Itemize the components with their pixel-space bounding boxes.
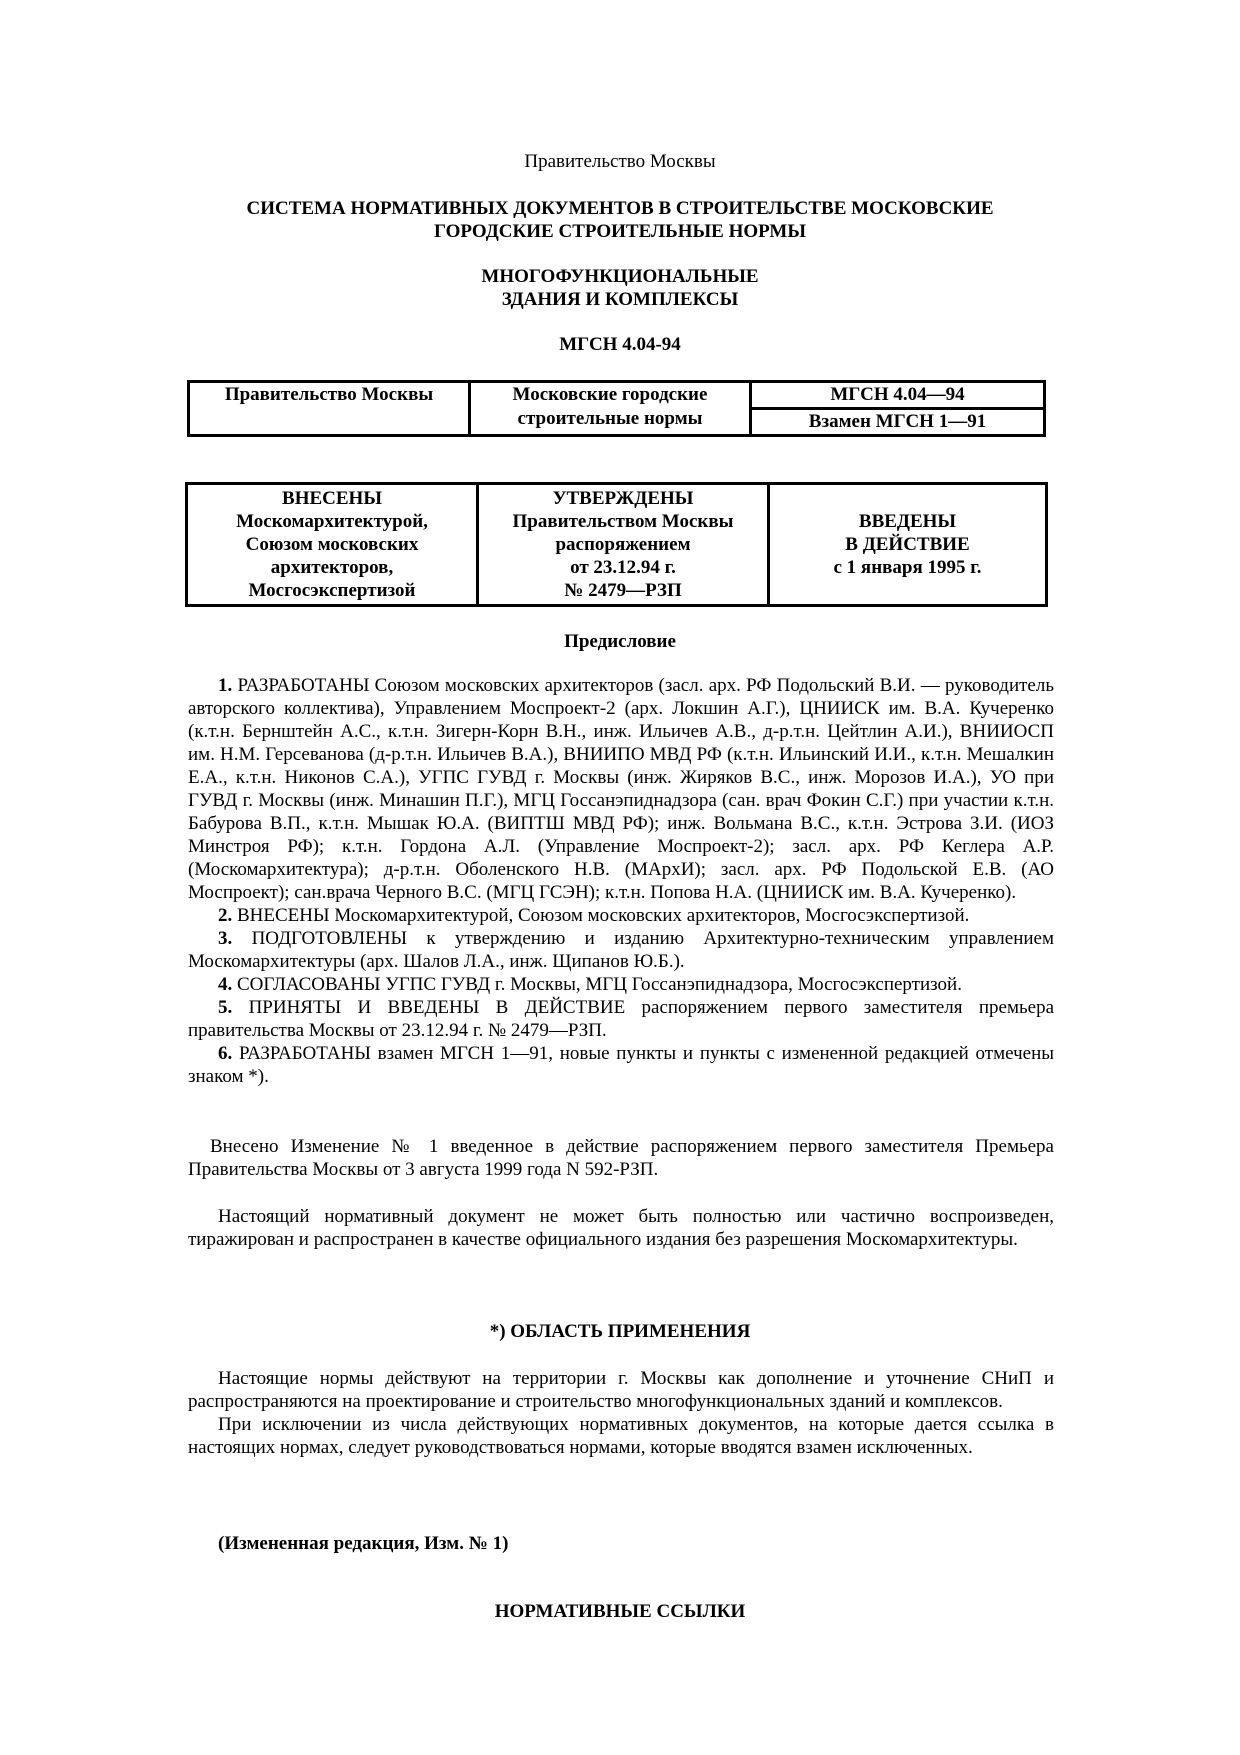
header-table-norms-line1: Московские городские	[512, 384, 708, 405]
preface-item-text: РАЗРАБОТАНЫ Союзом московских архитекторов (засл. арх. РФ Подольский В.И. — руководитель авторского коллектива), Управлением Моспроект-2 (арх. Локшин А.Г.), ЦНИИСК им. В.А. Кучеренко (к.т.н. Бернштейн А.С., к.т.н. Зигерн-Корн В.Н., инж. Ильичев А.В., д-р.т.н. Цейтлин А.И.), ВНИИОСП им. Н.М. Герсеванова (д-р.т.н. Ильичев В.А.), ВНИИПО МВД РФ (к.т.н. Ильинский И.И., к.т.н. Мешалкин Е.А., к.т.н. Никонов С.А.), УГПС ГУВД г. Москвы (инж. Жиряков В.С., инж. Морозов И.А.), УО при ГУВД г. Москвы (инж. Минашин П.Г.), МГЦ Госсанэпиднадзора (сан. врач Фокин С.Г.) при участии к.т.н. Бабурова В.П., к.т.н. Мышак Ю.А. (ВИПТШ МВД РФ); инж. Вольмана В.С., к.т.н. Эстрова З.И. (ИОЗ Минстроя РФ); к.т.н. Гордона А.Л. (Управление Моспроект-2); засл. арх. РФ Кеглера А.Р. (Москомархитектура); д-р.т.н. Оболенского Н.В. (МАрхИ); засл. арх. РФ Подольской Е.В. (АО Моспроект); сан.врача Черного В.С. (МГЦ ГСЭН); к.т.н. Попова Н.А. (ЦНИИСК им. В.А. Кучеренко).	[188, 675, 1054, 903]
approval-col-effective	[769, 484, 1047, 606]
preface-item-number: 1.	[218, 675, 233, 696]
preface-item-text: РАЗРАБОТАНЫ взамен МГСН 1—91, новые пункты и пункты с измененной редакцией отмечены знаком *).	[188, 1043, 1055, 1087]
preface-item-number: 5.	[218, 997, 233, 1018]
document-code: МГСН 4.04-94	[559, 334, 681, 355]
government-label: Правительство Москвы	[524, 151, 716, 172]
preface-list	[188, 674, 1054, 1088]
approval-col1-line: Мосгосэкспертизой	[248, 580, 416, 601]
header-table-gov-text: Правительство Москвы	[224, 384, 434, 405]
revision-note: (Измененная редакция, Изм. № 1)	[218, 1533, 509, 1554]
approval-col1-line: ВНЕСЕНЫ	[282, 488, 382, 509]
system-title-line1: СИСТЕМА НОРМАТИВНЫХ ДОКУМЕНТОВ В СТРОИТЕЛЬСТВЕ МОСКОВСКИЕ	[246, 198, 994, 219]
approval-col1-line: архитекторов,	[270, 557, 394, 578]
document-title-line1: МНОГОФУНКЦИОНАЛЬНЫЕ	[481, 266, 759, 287]
scope-heading: *) ОБЛАСТЬ ПРИМЕНЕНИЯ	[489, 1321, 751, 1342]
approval-col2-line: Правительством Москвы	[512, 511, 734, 532]
header-table-code: МГСН 4.04—94	[751, 382, 1045, 409]
scope-paragraph: При исключении из числа действующих нормативных документов, на которые дается ссылка в настоящих нормах, следует руководствоваться нормами, которые вводятся взамен исключенных.	[188, 1414, 1054, 1458]
preface-item-number: 4.	[218, 974, 233, 995]
approval-col2-line: распоряжением	[555, 534, 691, 555]
approval-col3-line: В ДЕЙСТВИЕ	[845, 534, 970, 555]
approval-col2-line: от 23.12.94 г.	[570, 557, 676, 578]
header-table-norms-line2: строительные нормы	[517, 408, 703, 429]
preface-item-text: СОГЛАСОВАНЫ УГПС ГУВД г. Москвы, МГЦ Госсанэпиднадзора, Мосгосэкспертизой.	[237, 974, 962, 995]
preface-item	[188, 674, 1054, 904]
header-table	[187, 380, 1046, 437]
preface-item	[188, 1042, 1054, 1088]
approval-col3-line: с 1 января 1995 г.	[833, 557, 982, 578]
approval-col-approved	[478, 484, 769, 606]
preface-item	[188, 996, 1054, 1042]
preface-heading: Предисловие	[564, 631, 676, 652]
preface-item-number: 3.	[218, 928, 233, 949]
preface-item-text: ВНЕСЕНЫ Москомархитектурой, Союзом московских архитекторов, Мосгосэкспертизой.	[237, 905, 970, 926]
scope-section	[188, 1367, 1054, 1459]
references-heading: НОРМАТИВНЫЕ ССЫЛКИ	[494, 1601, 746, 1622]
document-title-line2: ЗДАНИЯ И КОМПЛЕКСЫ	[501, 289, 739, 310]
preface-item	[188, 927, 1054, 973]
preface-item-number: 6.	[218, 1043, 233, 1064]
preface-item-text: ПРИНЯТЫ И ВВЕДЕНЫ В ДЕЙСТВИЕ распоряжением первого заместителя премьера правительства Москвы от 23.12.94 г. № 2479—РЗП.	[188, 997, 1055, 1041]
header-table-replaces: Взамен МГСН 1—91	[751, 409, 1045, 436]
approval-col3-line: ВВЕДЕНЫ	[858, 511, 957, 532]
approval-table	[185, 482, 1048, 607]
preface-item-text: ПОДГОТОВЛЕНЫ к утверждению и изданию Архитектурно-техническим управлением Москомархитектуры (арх. Шалов Л.А., инж. Щипанов Ю.Б.).	[188, 928, 1054, 972]
preface-item	[188, 973, 1054, 996]
system-title	[0, 197, 1240, 243]
preface-item-number: 2.	[218, 905, 233, 926]
header-table-gov	[189, 382, 470, 436]
preface-item	[188, 904, 1054, 927]
system-title-line2: ГОРОДСКИЕ СТРОИТЕЛЬНЫЕ НОРМЫ	[433, 221, 806, 242]
approval-col2-line: № 2479—РЗП	[564, 580, 682, 601]
approval-col-submitted	[187, 484, 478, 606]
approval-col1-line: Москомархитектурой,	[236, 511, 428, 532]
copyright-notice: Настоящий нормативный документ не может быть полностью или частично воспроизведен, тиражирован и распространен в качестве официального издания без разрешения Москомархитектуры.	[188, 1206, 1054, 1250]
approval-col2-line: УТВЕРЖДЕНЫ	[552, 488, 694, 509]
amendment-note: Внесено Изменение № 1 введенное в действие распоряжением первого заместителя Премьера Правительства Москвы от 3 августа 1999 года N 592-РЗП.	[188, 1136, 1054, 1180]
approval-col1-line: Союзом московских	[245, 534, 419, 555]
scope-paragraph: Настоящие нормы действуют на территории г. Москвы как дополнение и уточнение СНиП и распространяются на проектирование и строительство многофункциональных зданий и комплексов.	[188, 1368, 1054, 1412]
document-title	[0, 265, 1240, 311]
header-table-norms	[470, 382, 751, 436]
